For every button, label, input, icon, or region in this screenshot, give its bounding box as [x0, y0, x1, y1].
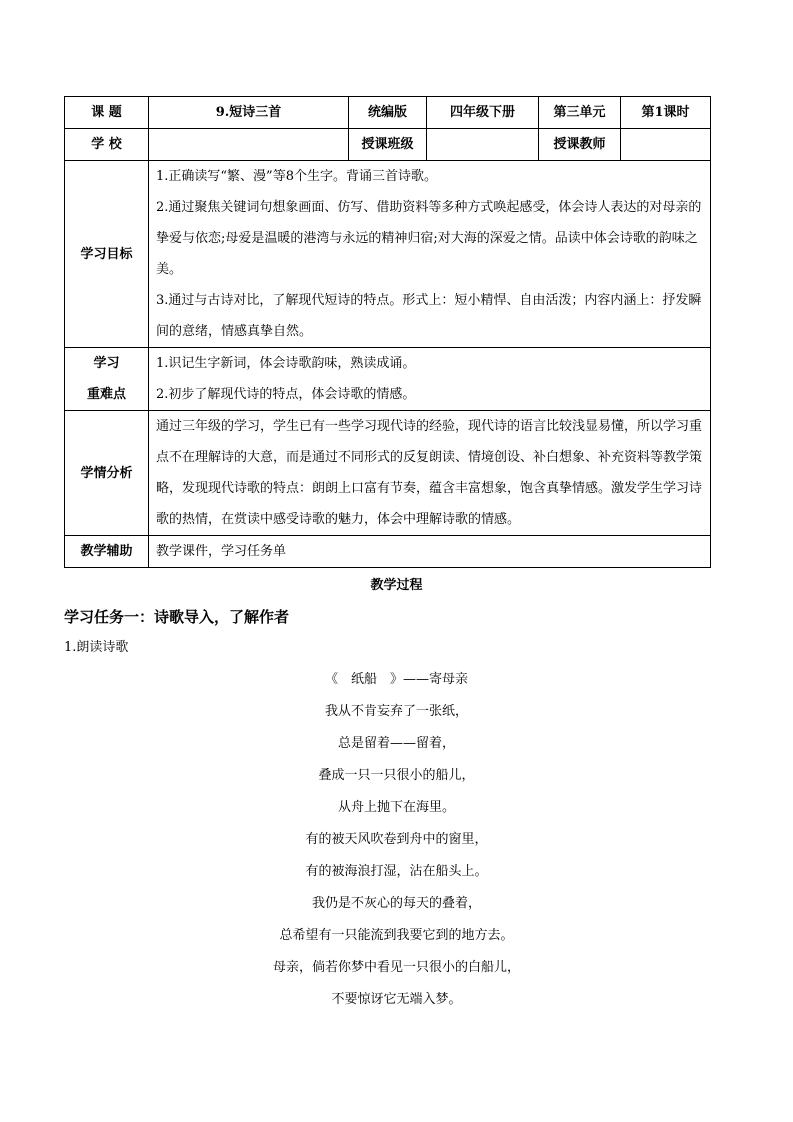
row-school: [65, 129, 711, 161]
lesson-number: 第1课时: [621, 97, 711, 129]
row-aids: [65, 536, 711, 568]
teacher-value: [621, 129, 711, 161]
analysis-label: 学情分析: [65, 411, 149, 536]
aids-label: 教学辅助: [65, 536, 149, 568]
class-label: 授课班级: [349, 129, 427, 161]
lesson-title: 9.短诗三首: [149, 97, 349, 129]
poem-line: 从舟上抛下在海里。: [337, 800, 455, 815]
poem-line: 我仍是不灰心的每天的叠着，: [311, 896, 481, 911]
poem-line: 有的被天风吹卷到舟中的窗里，: [305, 832, 488, 847]
class-value: [427, 129, 539, 161]
school-value: [149, 129, 349, 161]
school-label: 学 校: [65, 129, 149, 161]
topic-label: 课 题: [65, 97, 149, 129]
lesson-plan-table: [64, 96, 711, 568]
poem-line: 有的被海浪打湿，沾在船头上。: [305, 864, 488, 879]
poem-title: 《 纸船 》——寄母亲: [324, 672, 468, 687]
row-objectives: [65, 161, 711, 348]
objectives-content: [149, 161, 711, 348]
teacher-label: 授课教师: [539, 129, 621, 161]
objectives-label: 学习目标: [65, 161, 149, 348]
row-topic: [65, 97, 711, 129]
key-points-content: [149, 348, 711, 411]
key-point-item: 1.识记生字新词，体会诗歌韵味，熟读成诵。: [156, 356, 416, 371]
objective-item: 1.正确读写“繁、漫”等8个生字。背诵三首诗歌。: [156, 169, 437, 184]
aids-content: 教学课件，学习任务单: [149, 536, 711, 568]
key-points-label-line1: 学习: [93, 356, 120, 371]
poem-line: 不要惊讶它无端入梦。: [331, 992, 462, 1007]
row-analysis: [65, 411, 711, 536]
poem: [0, 664, 793, 1016]
analysis-text: 通过三年级的学习，学生已有一些学习现代诗的经验，现代诗的语言比较浅显易懂，所以学习重点不在理解诗的大意，而是通过不同形式的反复朗读、情境创设、补白想象、补充资料等教学策略，发现现代诗歌的特点：朗朗上口富有节奏，蕴含丰富想象，饱含真挚情感。激发学生学习诗歌的热情，在赏读中感受诗歌的魅力，体会中理解诗歌的情感。: [156, 419, 703, 527]
task-title: 学习任务一：诗歌导入，了解作者: [64, 608, 290, 626]
poem-line: 母亲，倘若你梦中看见一只很小的白船儿，: [272, 960, 520, 975]
objective-item: 2.通过聚焦关键词句想象画面、仿写、借助资料等多种方式唤起感受，体会诗人表达的对母亲的挚爱与依恋;母爱是温暖的港湾与永远的精神归宿;对大海的深爱之情。品读中体会诗歌的韵味之美。: [156, 200, 702, 277]
edition: 统编版: [349, 97, 427, 129]
key-points-label: [65, 348, 149, 411]
unit: 第三单元: [539, 97, 621, 129]
analysis-content: [149, 411, 711, 536]
grade: 四年级下册: [427, 97, 539, 129]
key-point-item: 2.初步了解现代诗的特点，体会诗歌的情感。: [156, 387, 416, 402]
objective-item: 3.通过与古诗对比，了解现代短诗的特点。形式上：短小精悍、自由活泼；内容内涵上：抒发瞬间的意绪，情感真挚自然。: [156, 293, 702, 339]
poem-line: 叠成一只一只很小的船儿，: [318, 768, 475, 783]
process-title: 教学过程: [370, 578, 423, 593]
reading-label: 1.朗读诗歌: [64, 640, 129, 655]
poem-line: 总是留着——留着，: [337, 736, 455, 751]
key-points-label-line2: 重难点: [86, 387, 126, 402]
poem-line: 我从不肯妄弃了一张纸，: [324, 704, 468, 719]
row-key-points: [65, 348, 711, 411]
poem-line: 总希望有一只能流到我要它到的地方去。: [279, 928, 514, 943]
